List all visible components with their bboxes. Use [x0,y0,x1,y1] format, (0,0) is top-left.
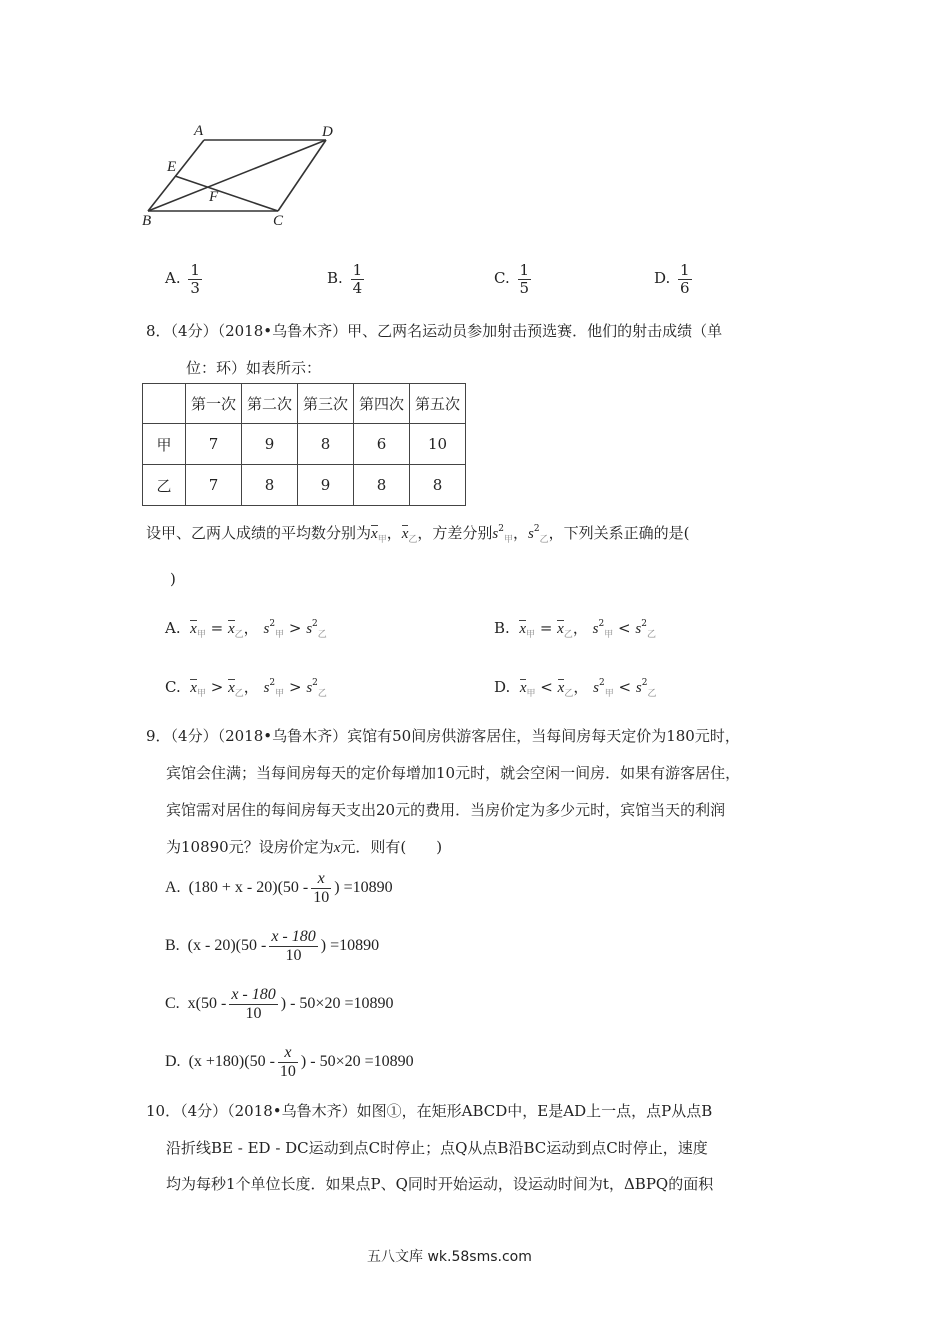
q8-option-c[interactable]: C. $x_甲 > x_乙$， $s^2_甲 > s^2_乙$ [165,678,327,699]
q10-line2: 沿折线BE - ED - DC运动到点C时停止；点Q从点B沿BC运动到点C时停止，速度 [166,1139,708,1157]
q7-option-a[interactable]: A. $\frac{1}{3}$ [165,261,200,297]
q8-stem-line2: 位：环）如表所示： [186,359,322,377]
q9-line3: 宾馆需对居住的每间房每天支出20元的费用．当房价定为多少元时，宾馆当天的利润 [166,801,726,819]
q9-option-b[interactable]: B. (x - 20)(50 - $\frac{x - 180}{10}$ ) =10890 [165,928,380,964]
q9-option-a[interactable]: A. (180 + x - 20)(50 - $\frac{x}{10}$ ) =10890 [165,870,393,906]
q10-line3: 均为每秒1个单位长度．如果点P、Q同时开始运动，设运动时间为t，ΔBPQ的面积 [166,1175,714,1193]
q7-option-d[interactable]: D. $\frac{1}{6}$ [654,261,690,297]
label-E: E [167,159,177,175]
q9-option-c[interactable]: C. x(50 - $\frac{x - 180}{10}$ ) - 50×20 =10890 [165,986,394,1022]
q10-line1: 10．（4分）（2018•乌鲁木齐）如图①，在矩形ABCD中，E是AD上一点，点P从点B [146,1102,713,1120]
q9-line1: 9．（4分）（2018•乌鲁木齐）宾馆有50间房供游客居住，当每间房每天定价为180元时， [146,727,740,745]
q9-line2: 宾馆会住满；当每间房每天的定价每增加10元时，就会空闲一间房．如果有游客居住， [166,764,741,782]
q8-stem-line3: 设甲、乙两人成绩的平均数分别为$x_甲$，$x_乙$，方差分别$s^2_甲$，$s^2_乙$，下列关系正确的是( [146,524,690,545]
table-row: 甲 7 9 8 6 10 [143,424,466,465]
score-table [142,383,466,506]
label-C: C [273,213,284,229]
label-F: F [209,189,219,205]
table-row: 乙 7 8 9 8 8 [143,465,466,506]
label-B: B [142,213,152,229]
q9-line4: 为10890元？设房价定为x元．则有( ) [166,838,443,856]
label-A: A [194,123,204,139]
q8-option-b[interactable]: B. $x_甲 = x_乙$， $s^2_甲 < s^2_乙$ [494,619,656,640]
q8-stem-line1: 8．（4分）（2018•乌鲁木齐）甲、乙两名运动员参加射击预选赛．他们的射击成绩（单 [146,322,723,340]
q8-option-d[interactable]: D. $x_甲 < x_乙$， $s^2_甲 < s^2_乙$ [494,678,657,699]
q7-option-c[interactable]: C. $\frac{1}{5}$ [494,261,530,297]
q9-option-d[interactable]: D. (x +180)(50 - $\frac{x}{10}$ ) - 50×20 =10890 [165,1044,414,1080]
q7-option-b[interactable]: B. $\frac{1}{4}$ [327,261,363,297]
label-D: D [322,124,333,140]
q8-option-a[interactable]: A. $x_甲 = x_乙$， $s^2_甲 > s^2_乙$ [165,619,327,640]
parallelogram-figure [130,115,350,235]
q8-stem-line4: ) [170,570,176,588]
table-header-row: 第一次 第二次 第三次 第四次 第五次 [143,384,466,424]
page-footer: 五八文库 wk.58sms.com [367,1249,532,1265]
